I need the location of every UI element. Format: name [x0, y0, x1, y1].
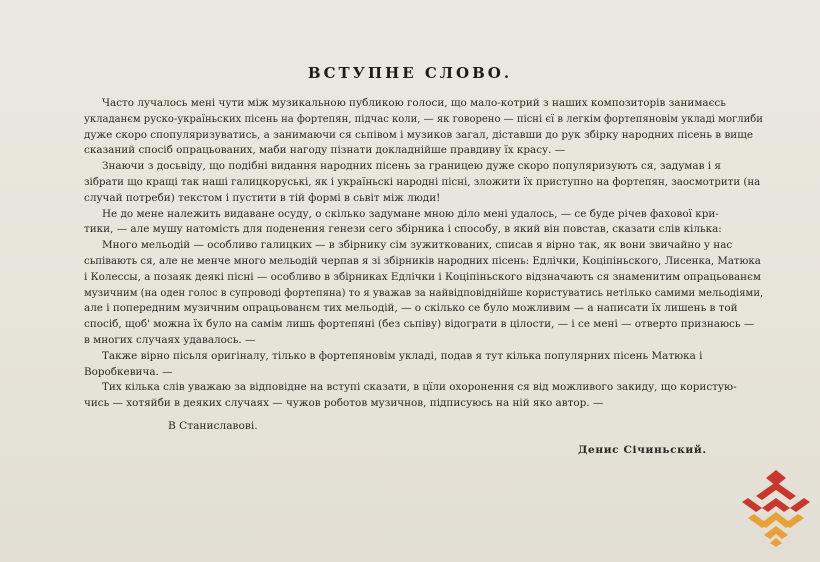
place-line: В Станиславові.	[168, 420, 258, 432]
text-line: сказаний спосіб опрацьованих, маби нагоду пізнати докладнійше правдиву їх красу. —	[84, 144, 566, 157]
text-line: Часто лучалось мені чути між музикальною публикою голоси, що мало-котрий з наших композиторів занимаєсь	[102, 97, 726, 109]
library-logo-icon	[740, 468, 812, 548]
text-line: укладанєм руско-україньских пісень на фортепян, підчас коли, — як говорено — пісні єї в легкім фортепяновім укладі моглиби	[84, 113, 763, 125]
text-line: Также вірно пісьля оригіналу, тілько в фортепяновім укладі, подав я тут кілька популярних пісень Матюка і	[102, 349, 703, 362]
text-line: музичним (на оден голос в супроводі фортепяна) то я уважав за найвідповіднійше користуватись нетілько самими мельодіями,	[84, 287, 764, 299]
text-line: сьпівають ся, але не менче много мельодій черпав я зі збірників народних пісень: Едлічки, Коціпіньского, Лисенка, Матюка	[84, 255, 761, 267]
text-line: Воробкевича. —	[84, 365, 173, 378]
text-line: спосіб, щоб' можна їх було на самім лишь фортепяні (без сьпіву) відограти в цілости, — і се мені — отверто признаюсь —	[84, 318, 755, 331]
text-line: і Колессы, а позаяк деякі пісні — особливо в збірниках Едлічки і Коціпіньского відзначають ся знаменитим опрацьованєм	[84, 270, 761, 283]
text-line: дуже скоро спопуляризуватись, а занимаючи ся сьпівом і музиков загал, діставши до рук збірку народних пісень в вище	[84, 128, 754, 141]
preface-text	[84, 96, 764, 412]
text-line: Тих кілька слів уважаю за відповідне на вступі сказати, в цїли охоронення ся від можливого закиду, що користую-	[102, 381, 737, 394]
text-line: тики, — але мушу натомість для поденения генези сего збірника і способу, в який він повстав, сказати слів кілька:	[84, 223, 722, 236]
text-line: Не до мене належить видаване осуду, о скілько задумане мною діло мені удалось, — се буде річев фахової кри-	[102, 207, 719, 220]
text-line: зібрати що кращі так наші галицкоруські, як і україньскі народні пісні, зложити їх приступно на фортепян, заосмотрити (на	[84, 176, 761, 188]
text-line: Знаючи з досьвіду, що подібні видання народних пісень за границею дуже скоро популяризують ся, задумав і я	[102, 160, 721, 173]
text-line: чись — хотяйби в деяких случаях — чужов роботов музичнов, підписуюсь на ній яко автор. —	[84, 397, 604, 410]
author-signature: Денис Січиньский.	[578, 444, 707, 456]
text-line: Много мельодій — особливо галицких — в збірнику сім зужиткованих, списав я вірно так, як вони звичайно у нас	[102, 239, 733, 252]
text-line: в многих случаях удавалось. —	[84, 333, 256, 346]
page-title: ВСТУПНЕ СЛОВО.	[307, 64, 513, 82]
text-line: але і попередним музичним опрацьованєм тих мельодій, — о скілько се було можливим — а написати їх лишень в той	[84, 302, 738, 315]
text-line: случай потреби) текстом і пустити в тій формі в сьвіт між люди!	[84, 191, 441, 204]
